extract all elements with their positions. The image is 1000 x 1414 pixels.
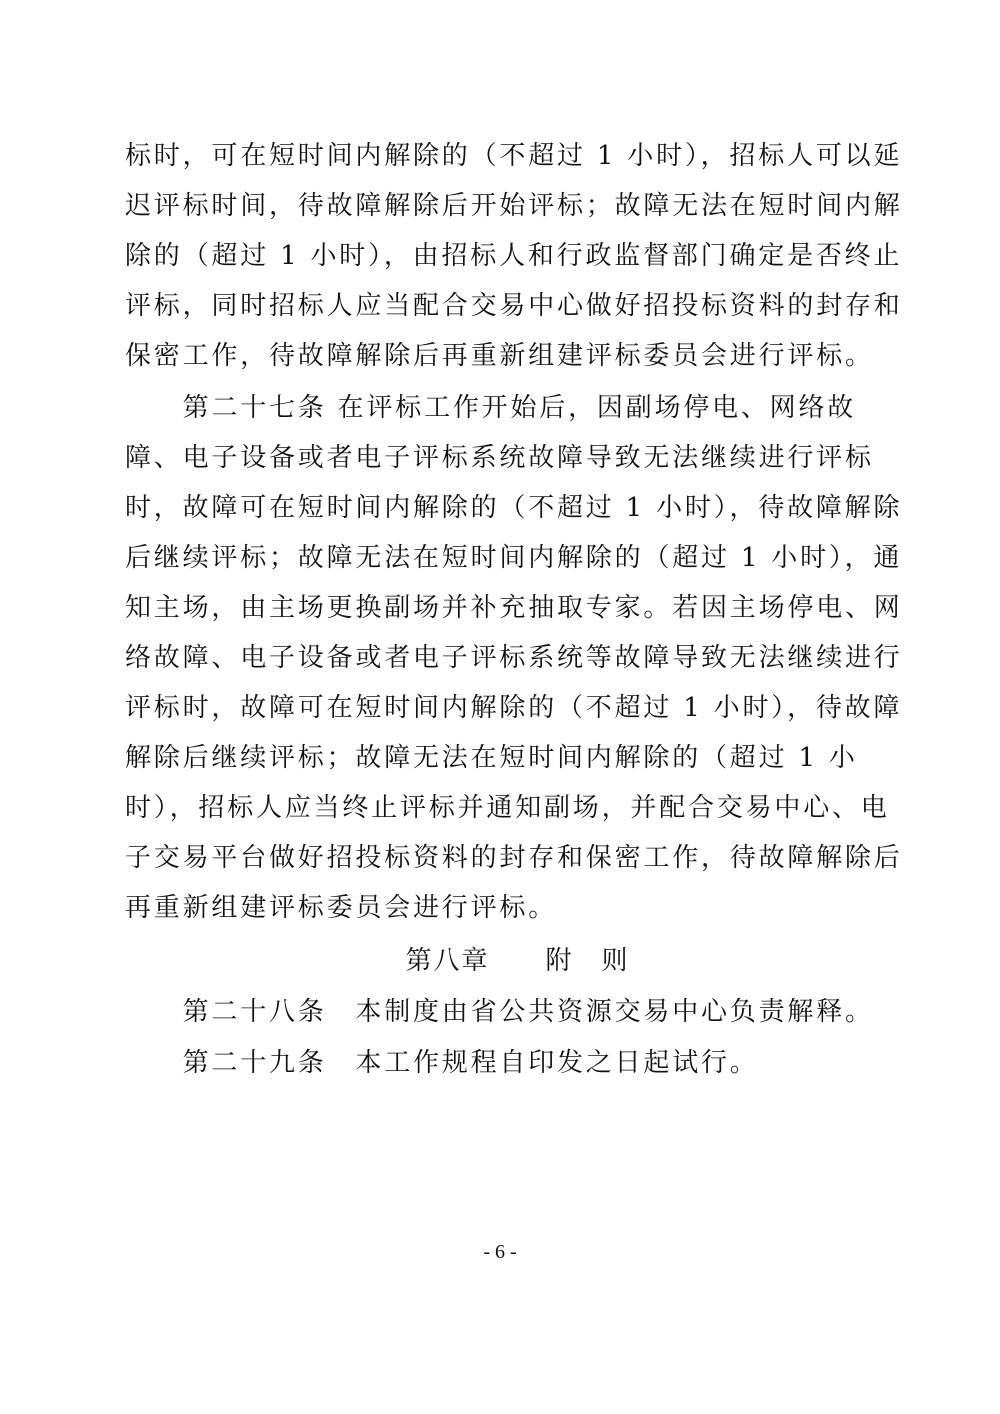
body-text-line: 子交易平台做好招投标资料的封存和保密工作，待故障解除后: [125, 843, 903, 873]
body-text-line: 知主场，由主场更换副场并补充抽取专家。若因主场停电、网: [125, 593, 903, 623]
body-text-line: 迟评标时间，待故障解除后开始评标；故障无法在短时间内解: [125, 191, 903, 221]
body-text-line: 评标，同时招标人应当配合交易中心做好招投标资料的封存和: [125, 291, 903, 321]
body-text-line: 障、电子设备或者电子评标系统故障导致无法继续进行评标: [125, 443, 874, 473]
body-text-line: 后继续评标；故障无法在短时间内解除的（超过 1 小时），通: [125, 543, 903, 573]
page-number: - 6 -: [483, 1241, 517, 1263]
body-text-line: 保密工作，待故障解除后再重新组建评标委员会进行评标。: [125, 341, 874, 371]
article-29: 第二十九条 本工作规程自印发之日起试行。: [125, 1048, 759, 1078]
body-text-line: 除的（超过 1 小时），由招标人和行政监督部门确定是否终止: [125, 241, 903, 271]
article-28: 第二十八条 本制度由省公共资源交易中心负责解释。: [125, 997, 874, 1027]
body-text-line: 时，故障可在短时间内解除的（不超过 1 小时），待故障解除: [125, 493, 903, 523]
body-text-line: 时），招标人应当终止评标并通知副场，并配合交易中心、电: [125, 793, 890, 823]
body-text-line: 络故障、电子设备或者电子评标系统等故障导致无法继续进行: [125, 643, 903, 673]
body-text-line: 评标时，故障可在短时间内解除的（不超过 1 小时），待故障: [125, 693, 903, 723]
body-text-line: 再重新组建评标委员会进行评标。: [125, 893, 558, 923]
article-27-first-line: 第二十七条 在评标工作开始后，因副场停电、网络故: [125, 393, 857, 423]
body-text-line: 标时，可在短时间内解除的（不超过 1 小时），招标人可以延: [125, 141, 903, 171]
chapter-heading: 第八章 附 则: [405, 946, 630, 976]
body-text-line: 解除后继续评标；故障无法在短时间内解除的（超过 1 小: [125, 743, 858, 773]
